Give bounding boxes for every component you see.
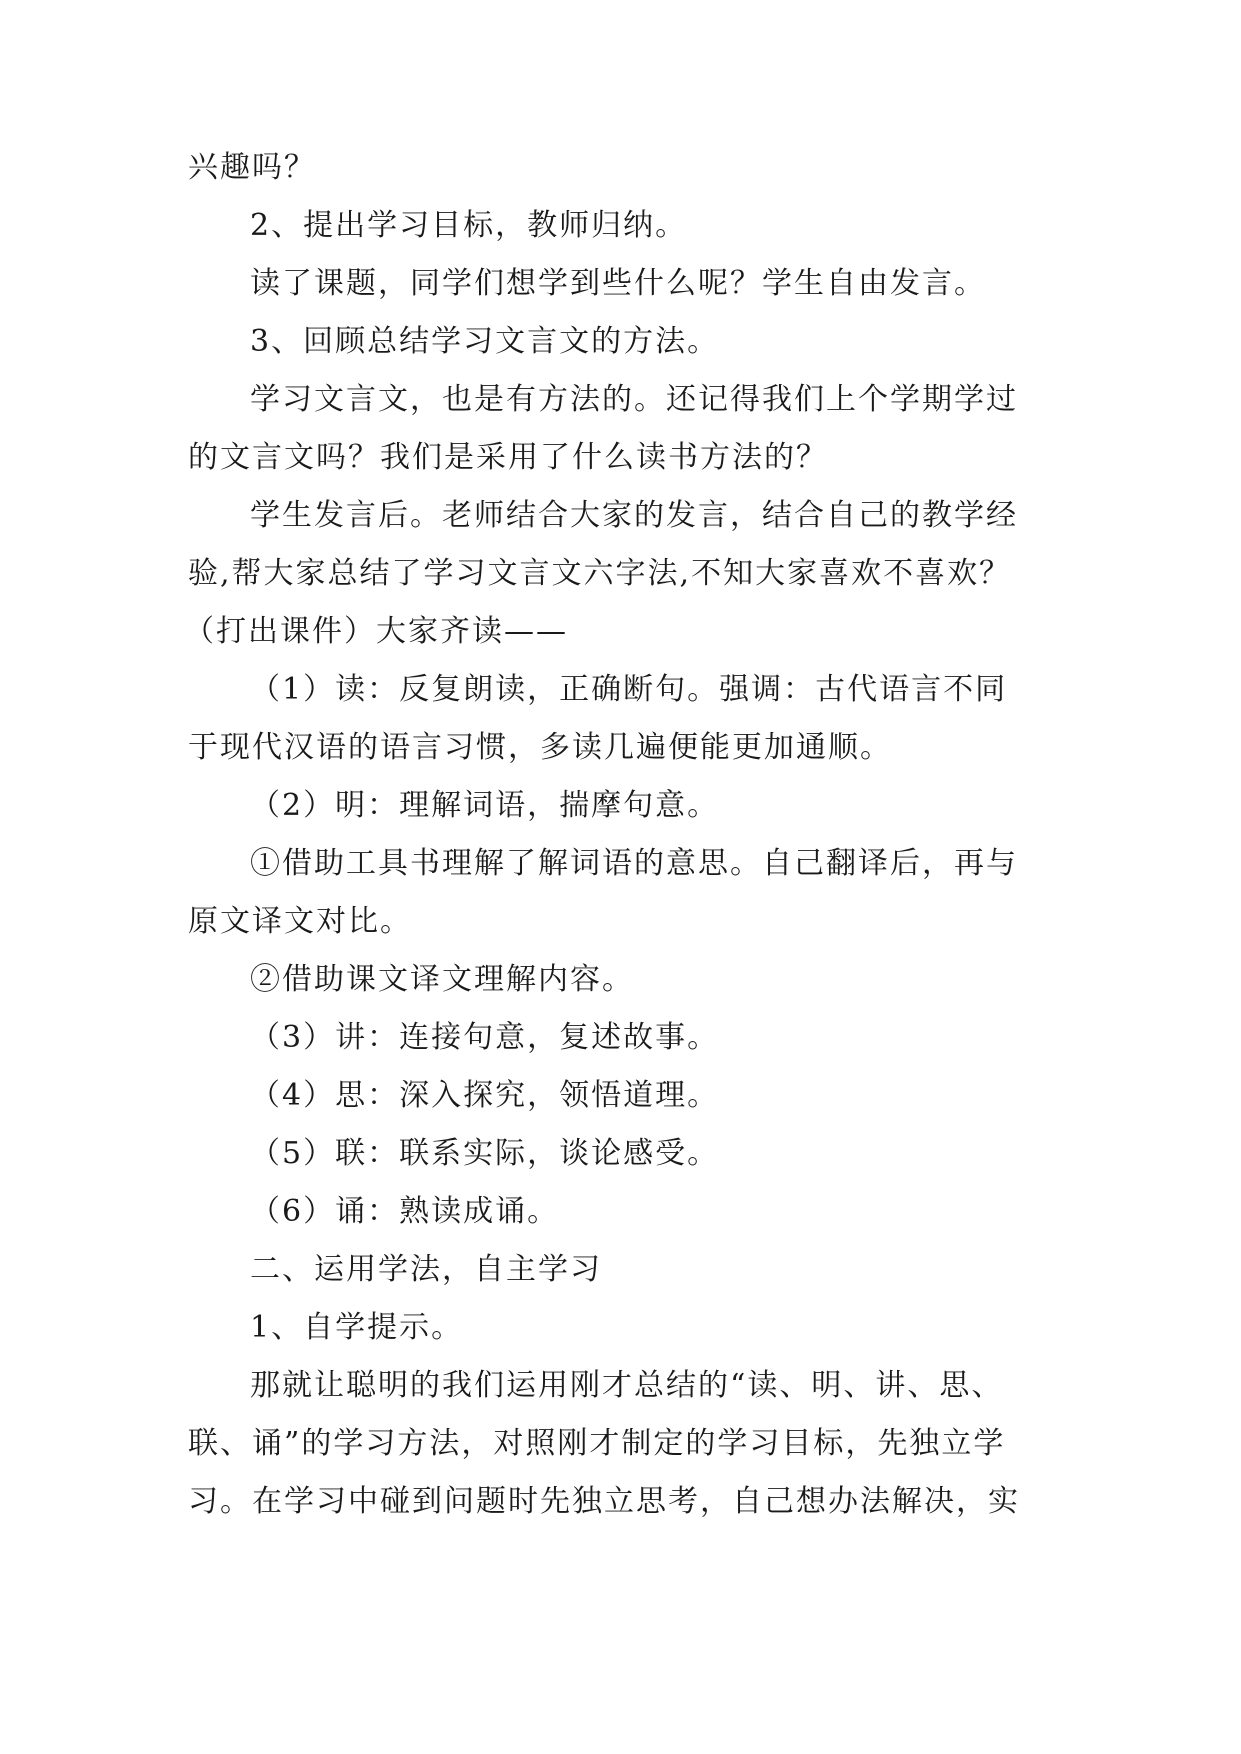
text-line: ①借助工具书理解了解词语的意思。自己翻译后，再与 bbox=[250, 846, 1018, 881]
text-line: （4）思：深入探究，领悟道理。 bbox=[250, 1078, 720, 1113]
text-line: 1、自学提示。 bbox=[250, 1310, 464, 1345]
text-line: 学生发言后。老师结合大家的发言，结合自己的教学经 bbox=[250, 498, 1018, 533]
text-line: 的文言文吗？我们是采用了什么读书方法的？ bbox=[188, 440, 828, 475]
text-line: 于现代汉语的语言习惯，多读几遍便能更加通顺。 bbox=[188, 730, 892, 765]
text-line: ②借助课文译文理解内容。 bbox=[250, 962, 634, 997]
text-line: （1）读：反复朗读，正确断句。强调：古代语言不同 bbox=[250, 672, 1008, 707]
text-line: 那就让聪明的我们运用刚才总结的“读、明、讲、思、 bbox=[250, 1368, 1004, 1403]
text-line: 原文译文对比。 bbox=[188, 904, 412, 939]
text-line: （打出课件）大家齐读—— bbox=[184, 614, 568, 649]
section-heading: 二、运用学法，自主学习 bbox=[250, 1252, 602, 1287]
text-line: 联、诵”的学习方法，对照刚才制定的学习目标，先独立学 bbox=[188, 1426, 1006, 1461]
text-line: 兴趣吗？ bbox=[188, 150, 316, 185]
text-line: （5）联：联系实际，谈论感受。 bbox=[250, 1136, 720, 1171]
text-line: 验,帮大家总结了学习文言文六字法,不知大家喜欢不喜欢？ bbox=[188, 556, 1012, 591]
text-line: （6）诵：熟读成诵。 bbox=[250, 1194, 560, 1229]
text-line: 3、回顾总结学习文言文的方法。 bbox=[250, 324, 720, 359]
text-line: 读了课题，同学们想学到些什么呢？学生自由发言。 bbox=[250, 266, 986, 301]
text-line: （3）讲：连接句意，复述故事。 bbox=[250, 1020, 720, 1055]
text-line: 2、提出学习目标，教师归纳。 bbox=[250, 208, 688, 243]
text-line: 学习文言文，也是有方法的。还记得我们上个学期学过 bbox=[250, 382, 1018, 417]
text-line: 习。在学习中碰到问题时先独立思考，自己想办法解决，实 bbox=[188, 1484, 1020, 1519]
text-line: （2）明：理解词语，揣摩句意。 bbox=[250, 788, 720, 823]
